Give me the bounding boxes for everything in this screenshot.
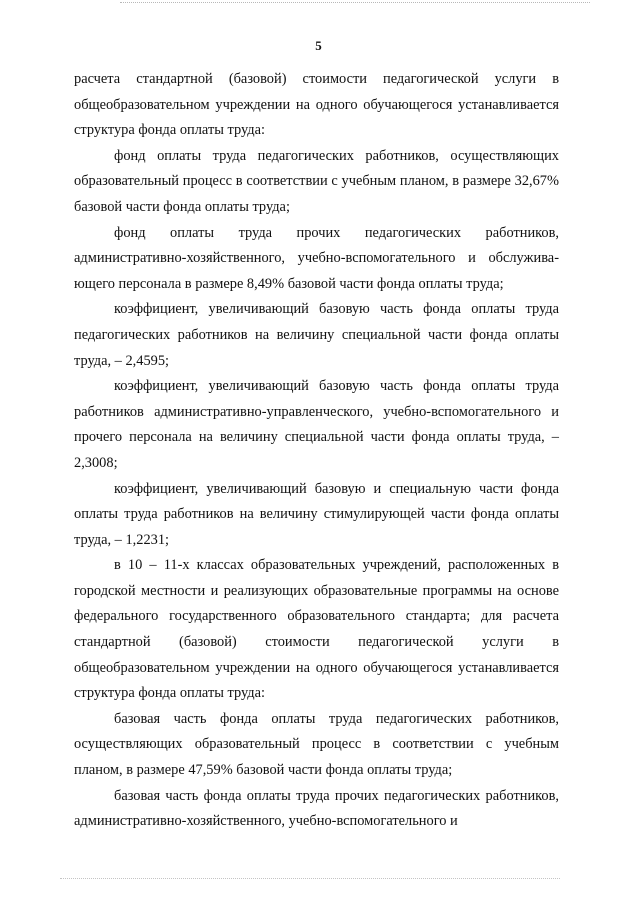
paragraph-5: коэффициент, увеличивающий базовую часть фонда оплаты труда работников административно-управленческого, учебно-вспомогательного и прочего персонала на величину специальной части фонда оплаты труда, – 2,3008; — [74, 378, 559, 471]
paragraph-8: базовая часть фонда оплаты труда педагогических работников, осуществляющих образовательный процесс в соответствии с учебным планом, в размере 47,59% базовой части фонда оплаты труда; — [74, 710, 559, 779]
paragraph-2: фонд оплаты труда педагогических работников, осуществляющих образовательный процесс в соответствии с учебным планом, в размере 32,67% базовой части фонда оплаты труда; — [74, 147, 559, 215]
document-body — [74, 67, 559, 835]
paragraph-6: коэффициент, увеличивающий базовую и специальную части фонда оплаты труда работников на величину стимулирующей части фонда оплаты труда, – 1,2231; — [74, 480, 559, 548]
paragraph-7: в 10 – 11-х классах образовательных учреждений, расположенных в городской местности и реализующих образовательные программы на основе федерального государственного образовательного стандарта; для расчета стандартной (базовой) стоимости педагогической услуги в общеобразовательном учреждении на одного обучающегося устанавливается структура фонда оплаты труда: — [74, 557, 559, 702]
scan-edge-top — [120, 2, 590, 4]
page-number: 5 — [315, 38, 322, 53]
paragraph-3: фонд оплаты труда прочих педагогических работников, административно-хозяйственного, учебно-вспомогательного и обслужива-ющего персонала в размере 8,49% базовой части фонда оплаты труда; — [74, 224, 559, 292]
scan-edge-bottom — [60, 878, 560, 880]
paragraph-4: коэффициент, увеличивающий базовую часть фонда оплаты труда педагогических работников на величину специальной части фонда оплаты труда, – 2,4595; — [74, 301, 559, 369]
paragraph-1: расчета стандартной (базовой) стоимости педагогической услуги в общеобразовательном учреждении на одного обучающегося устанавливается структура фонда оплаты труда: — [74, 71, 559, 139]
paragraph-9: базовая часть фонда оплаты труда прочих педагогических работников, административно-хозяйственного, учебно-вспомогательного и — [74, 787, 559, 830]
